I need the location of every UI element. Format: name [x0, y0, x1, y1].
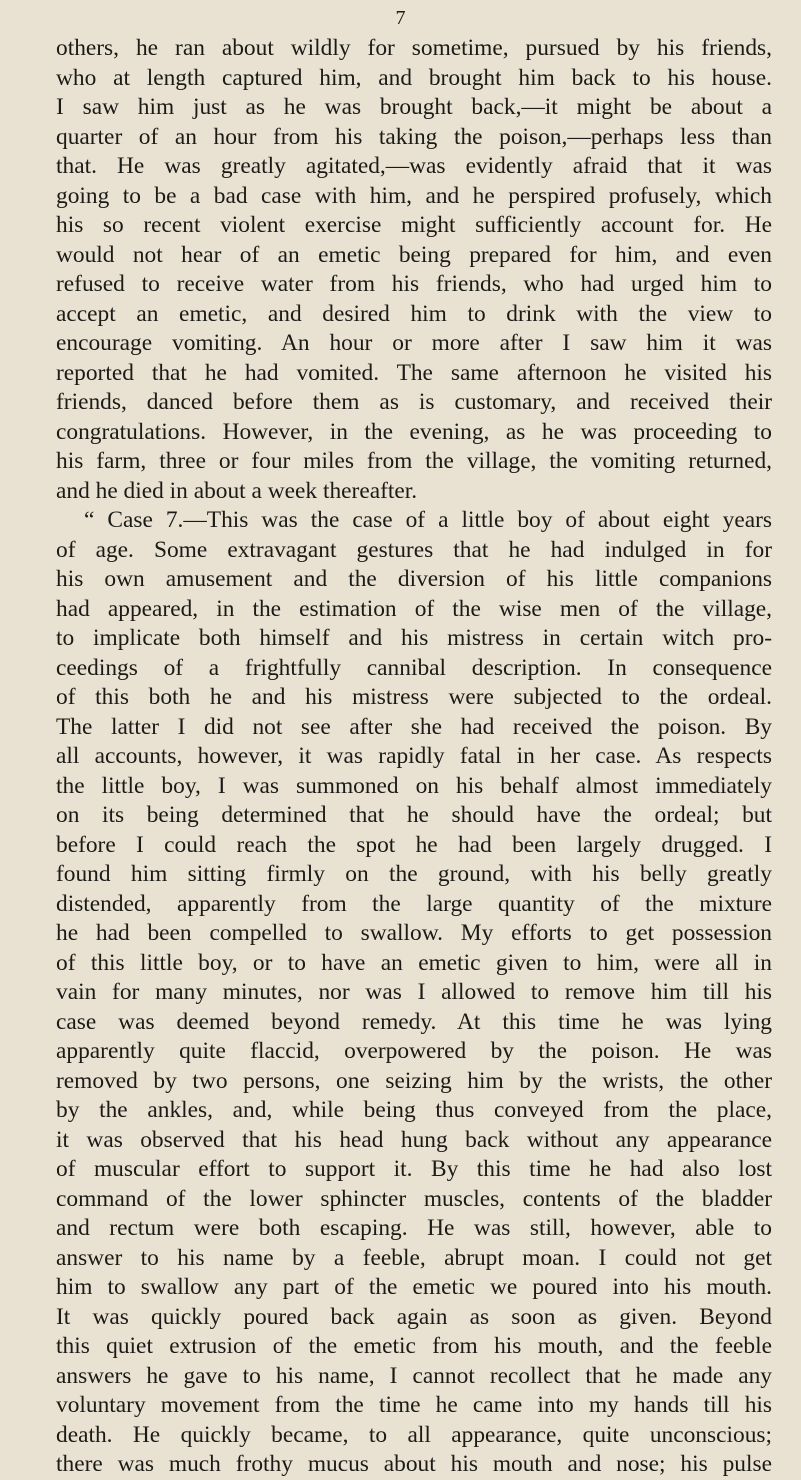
text-line: he had been compelled to swallow. My efforts to get possession [56, 920, 772, 946]
text-line: it was observed that his head hung back without any appearance [56, 1126, 772, 1153]
text-line: who at length captured him, and brought him back to his house. [56, 64, 772, 91]
text-line: to implicate both himself and his mistress in certain witch pro- [56, 625, 772, 651]
text-line: command of the lower sphincter muscles, contents of the bladder [56, 1185, 772, 1212]
body-text [56, 34, 772, 1480]
text-line: answer to his name by a feeble, abrupt moan. I could not get [56, 1244, 772, 1271]
text-line: ceedings of a frightfully cannibal description. In consequence [56, 654, 772, 681]
text-line: that. He was greatly agitated,—was evidently afraid that it was [56, 153, 772, 179]
text-line: answers he gave to his name, I cannot recollect that he made any [56, 1362, 772, 1389]
text-line: on its being determined that he should have the ordeal; but [56, 802, 772, 828]
text-line: distended, apparently from the large quantity of the mixture [56, 890, 772, 917]
text-line: encourage vomiting. An hour or more after I saw him it was [56, 330, 772, 356]
text-line: case was deemed beyond remedy. At this time he was lying [56, 1008, 772, 1035]
text-line: there was much frothy mucus about his mouth and nose; his pulse [56, 1451, 772, 1477]
text-line: death. He quickly became, to all appearance, quite unconscious; [56, 1421, 772, 1448]
text-line: his own amusement and the diversion of his little companions [56, 566, 772, 592]
text-line: and rectum were both escaping. He was still, however, able to [56, 1215, 772, 1241]
text-line: going to be a bad case with him, and he perspired profusely, which [56, 182, 772, 209]
text-line: quarter of an hour from his taking the poison,—perhaps less than [56, 123, 772, 150]
text-line: before I could reach the spot he had been largely drugged. I [56, 831, 772, 858]
text-line: accept an emetic, and desired him to drink with the view to [56, 300, 772, 327]
text-line: The latter I did not see after she had received the poison. By [56, 713, 772, 740]
text-line: of this both he and his mistress were subjected to the ordeal. [56, 684, 772, 710]
text-line: reported that he had vomited. The same afternoon he visited his [56, 359, 772, 386]
text-line: would not hear of an emetic being prepared for him, and even [56, 241, 772, 268]
text-line: this quiet extrusion of the emetic from his mouth, and the feeble [56, 1333, 772, 1359]
case-heading-line: “ Case 7.—This was the case of a little boy of about eight years [84, 507, 772, 533]
text-line: congratulations. However, in the evening, as he was proceeding to [56, 418, 772, 445]
text-line: apparently quite flaccid, overpowered by the poison. He was [56, 1038, 772, 1064]
text-line: the little boy, I was summoned on his behalf almost immediately [56, 772, 772, 799]
text-line: It was quickly poured back again as soon as given. Beyond [56, 1303, 772, 1330]
text-line: of muscular effort to support it. By this time he had also lost [56, 1156, 772, 1182]
text-line: I saw him just as he was brought back,—it might be about a [56, 94, 772, 120]
text-line: vain for many minutes, nor was I allowed to remove him till his [56, 979, 772, 1005]
text-line: him to swallow any part of the emetic we poured into his mouth. [56, 1274, 772, 1300]
paragraph-end-line: and he died in about a week thereafter. [56, 477, 418, 504]
text-line: others, he ran about wildly for sometime, pursued by his friends, [56, 35, 772, 61]
text-line: had appeared, in the estimation of the wise men of the village, [56, 595, 772, 622]
text-line: friends, danced before them as is customary, and received their [56, 389, 772, 415]
text-line: refused to receive water from his friends, who had urged him to [56, 271, 772, 297]
text-line: of age. Some extravagant gestures that he had indulged in for [56, 536, 772, 563]
page-number: 7 [395, 7, 406, 29]
text-line: by the ankles, and, while being thus conveyed from the place, [56, 1097, 772, 1123]
text-line: of this little boy, or to have an emetic given to him, were all in [56, 949, 772, 976]
text-line: found him sitting firmly on the ground, with his belly greatly [56, 861, 772, 887]
text-line: voluntary movement from the time he came into my hands till his [56, 1392, 772, 1418]
text-line: his farm, three or four miles from the village, the vomiting returned, [56, 448, 772, 474]
text-line: his so recent violent exercise might sufficiently account for. He [56, 212, 772, 238]
text-line: removed by two persons, one seizing him by the wrists, the other [56, 1067, 772, 1094]
text-line: all accounts, however, it was rapidly fatal in her case. As respects [56, 743, 772, 769]
